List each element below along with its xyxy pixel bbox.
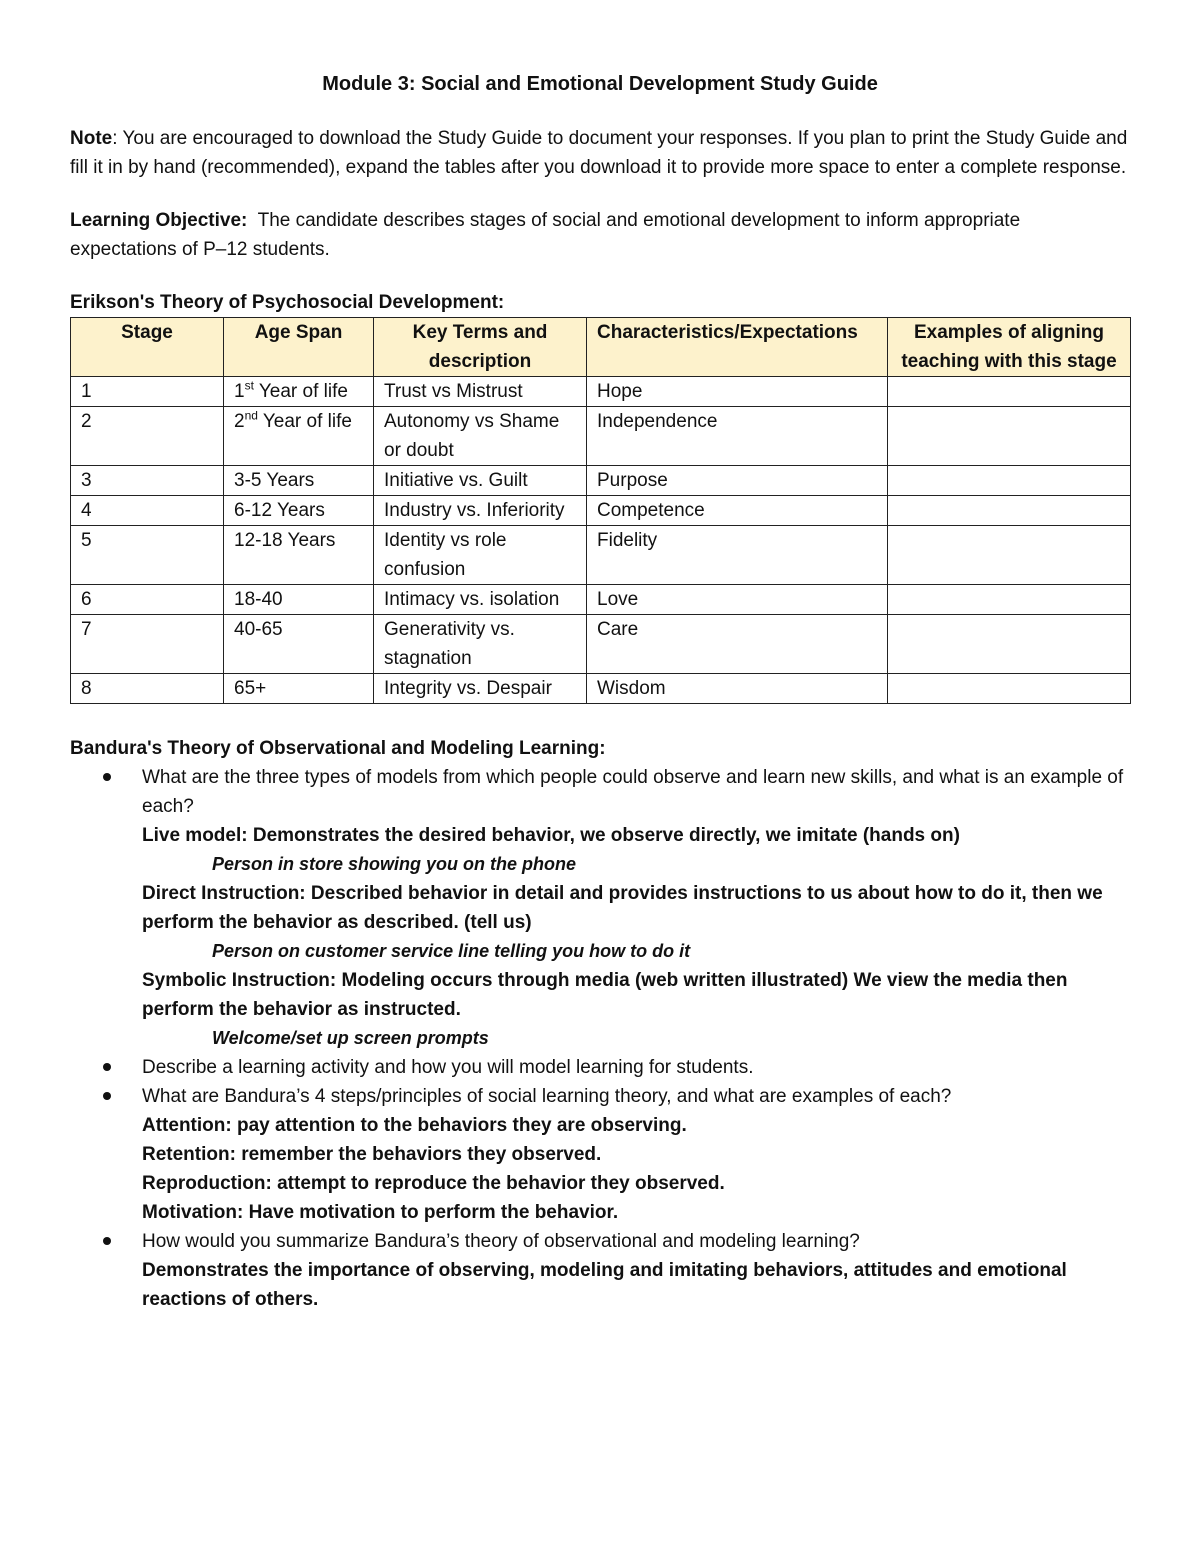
age-value: 2 bbox=[234, 411, 245, 432]
header-age-span: Age Span bbox=[224, 318, 374, 377]
question-three-models: What are the three types of models from which people could observe and learn new skills, and what is an example of each? bbox=[142, 767, 1124, 817]
objective-paragraph bbox=[70, 206, 1130, 264]
answer-direct-instruction: Direct Instruction: Described behavior in detail and provides instructions to us about how to do it, then we perform the behavior as described. (tell us) bbox=[142, 883, 1103, 933]
table-row bbox=[71, 407, 1131, 466]
question-summary: How would you summarize Bandura’s theory of observational and modeling learning? bbox=[142, 1231, 860, 1252]
header-key-terms: Key Terms and description bbox=[374, 318, 587, 377]
age-unit: Year of life bbox=[253, 381, 348, 402]
cell-stage: 5 bbox=[71, 526, 224, 585]
cell-examples bbox=[888, 615, 1131, 674]
age-value: 3-5 Years bbox=[234, 470, 315, 491]
table-row bbox=[71, 526, 1131, 585]
cell-key-terms: Autonomy vs Shame or doubt bbox=[374, 407, 587, 466]
age-value: 40-65 bbox=[234, 619, 283, 640]
question-four-steps: What are Bandura’s 4 steps/principles of social learning theory, and what are examples of each? bbox=[142, 1086, 952, 1107]
age-value: 6-12 Years bbox=[234, 500, 325, 521]
example-symbolic-instruction: Welcome/set up screen prompts bbox=[212, 1028, 489, 1048]
cell-characteristics: Fidelity bbox=[587, 526, 888, 585]
cell-characteristics: Care bbox=[587, 615, 888, 674]
cell-key-terms: Identity vs role confusion bbox=[374, 526, 587, 585]
answer-attention: Attention: pay attention to the behaviors they are observing. bbox=[142, 1115, 687, 1136]
header-characteristics: Characteristics/Expectations bbox=[587, 318, 888, 377]
cell-examples bbox=[888, 496, 1131, 526]
cell-key-terms: Generativity vs. stagnation bbox=[374, 615, 587, 674]
age-value: 1 bbox=[234, 381, 245, 402]
cell-examples bbox=[888, 674, 1131, 704]
cell-examples bbox=[888, 407, 1131, 466]
example-direct-instruction: Person on customer service line telling you how to do it bbox=[212, 941, 691, 961]
answer-symbolic-instruction: Symbolic Instruction: Modeling occurs through media (web written illustrated) We view the media then perform the behavior as instructed. bbox=[142, 970, 1068, 1020]
list-item bbox=[70, 1227, 1130, 1314]
cell-characteristics: Love bbox=[587, 585, 888, 615]
table-row bbox=[71, 466, 1131, 496]
cell-age-span bbox=[224, 526, 374, 585]
cell-key-terms: Industry vs. Inferiority bbox=[374, 496, 587, 526]
question-learning-activity: Describe a learning activity and how you will model learning for students. bbox=[142, 1057, 754, 1078]
header-examples: Examples of aligning teaching with this stage bbox=[888, 318, 1131, 377]
age-ordinal-suffix: nd bbox=[244, 408, 258, 423]
age-value: 65+ bbox=[234, 678, 267, 699]
cell-age-span bbox=[224, 407, 374, 466]
age-unit: Year of life bbox=[257, 411, 352, 432]
table-row bbox=[71, 615, 1131, 674]
note-label: Note bbox=[70, 128, 113, 149]
list-item bbox=[70, 1082, 1130, 1227]
age-ordinal-suffix: st bbox=[244, 378, 254, 393]
cell-stage: 7 bbox=[71, 615, 224, 674]
bullet-icon bbox=[103, 1237, 111, 1245]
cell-age-span bbox=[224, 674, 374, 704]
cell-characteristics: Competence bbox=[587, 496, 888, 526]
cell-examples bbox=[888, 377, 1131, 407]
cell-stage: 4 bbox=[71, 496, 224, 526]
bullet-icon bbox=[103, 1092, 111, 1100]
table-row bbox=[71, 674, 1131, 704]
bullet-icon bbox=[103, 773, 111, 781]
page-title: Module 3: Social and Emotional Development Study Guide bbox=[322, 73, 878, 95]
table-row bbox=[71, 377, 1131, 407]
bandura-question-list-2 bbox=[70, 1053, 1130, 1314]
cell-stage: 8 bbox=[71, 674, 224, 704]
study-guide-page bbox=[70, 68, 1130, 1314]
table-header-row bbox=[71, 318, 1131, 377]
erikson-table bbox=[70, 317, 1131, 704]
cell-examples bbox=[888, 585, 1131, 615]
cell-age-span bbox=[224, 377, 374, 407]
objective-text: The candidate describes stages of social and emotional development to inform appropriate expectations of P–12 students. bbox=[70, 210, 1026, 260]
bandura-heading: Bandura's Theory of Observational and Modeling Learning: bbox=[70, 738, 606, 759]
age-value: 18-40 bbox=[234, 589, 283, 610]
cell-age-span bbox=[224, 496, 374, 526]
cell-stage: 2 bbox=[71, 407, 224, 466]
answer-motivation: Motivation: Have motivation to perform the behavior. bbox=[142, 1202, 619, 1223]
cell-characteristics: Purpose bbox=[587, 466, 888, 496]
cell-examples bbox=[888, 466, 1131, 496]
cell-age-span bbox=[224, 466, 374, 496]
cell-key-terms: Integrity vs. Despair bbox=[374, 674, 587, 704]
note-paragraph bbox=[70, 124, 1130, 182]
cell-stage: 3 bbox=[71, 466, 224, 496]
example-live-model: Person in store showing you on the phone bbox=[212, 854, 577, 874]
list-item bbox=[70, 763, 1130, 850]
table-row bbox=[71, 585, 1131, 615]
list-item bbox=[70, 1053, 1130, 1082]
cell-characteristics: Independence bbox=[587, 407, 888, 466]
header-stage: Stage bbox=[71, 318, 224, 377]
cell-key-terms: Trust vs Mistrust bbox=[374, 377, 587, 407]
cell-age-span bbox=[224, 615, 374, 674]
cell-examples bbox=[888, 526, 1131, 585]
cell-key-terms: Intimacy vs. isolation bbox=[374, 585, 587, 615]
erikson-heading: Erikson's Theory of Psychosocial Development: bbox=[70, 292, 505, 313]
age-value: 12-18 Years bbox=[234, 530, 336, 551]
bandura-section bbox=[70, 734, 1130, 1314]
table-row bbox=[71, 496, 1131, 526]
bandura-question-list bbox=[70, 763, 1130, 850]
cell-stage: 6 bbox=[71, 585, 224, 615]
cell-age-span bbox=[224, 585, 374, 615]
answer-summary: Demonstrates the importance of observing, modeling and imitating behaviors, attitudes and emotional reactions of others. bbox=[142, 1260, 1067, 1310]
cell-key-terms: Initiative vs. Guilt bbox=[374, 466, 587, 496]
cell-characteristics: Wisdom bbox=[587, 674, 888, 704]
answer-retention: Retention: remember the behaviors they observed. bbox=[142, 1144, 602, 1165]
bullet-icon bbox=[103, 1063, 111, 1071]
cell-characteristics: Hope bbox=[587, 377, 888, 407]
note-text: : You are encouraged to download the Study Guide to document your responses. If you plan to print the Study Guide and fill it in by hand (recommended), expand the tables after you download it to provide more space to enter a complete response. bbox=[70, 128, 1128, 178]
answer-reproduction: Reproduction: attempt to reproduce the behavior they observed. bbox=[142, 1173, 725, 1194]
answer-live-model: Live model: Demonstrates the desired behavior, we observe directly, we imitate (hands on) bbox=[142, 825, 960, 846]
cell-stage: 1 bbox=[71, 377, 224, 407]
objective-label: Learning Objective: bbox=[70, 210, 248, 231]
